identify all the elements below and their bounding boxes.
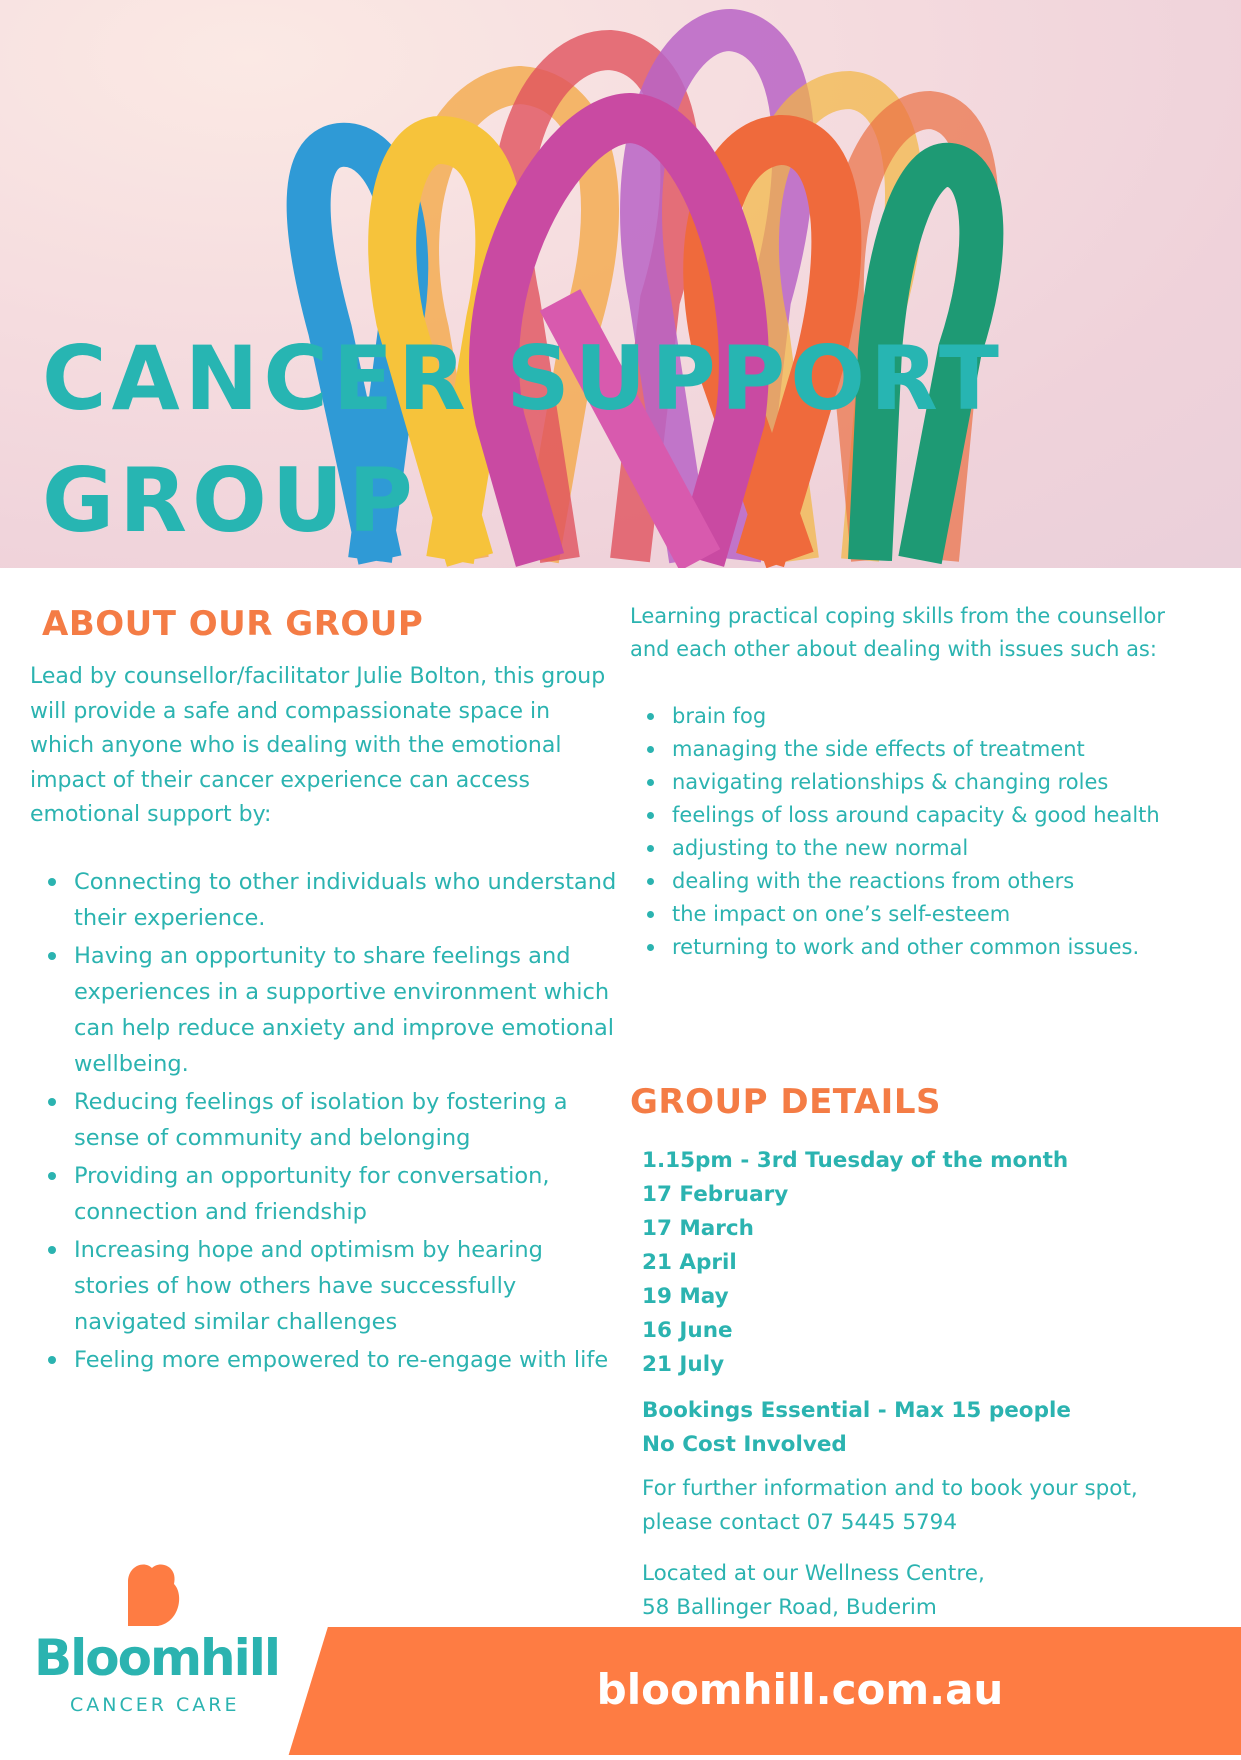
session-time: 1.15pm - 3rd Tuesday of the month (642, 1148, 1069, 1173)
list-item: dealing with the reactions from others (630, 865, 1190, 898)
list-item: Feeling more empowered to re-engage with life (30, 1342, 625, 1378)
contact-info: For further information and to book your spot, please contact 07 5445 5794 (642, 1476, 1138, 1535)
session-date: 17 March (642, 1216, 754, 1241)
list-item: Reducing feelings of isolation by fostering a sense of community and belonging (30, 1084, 625, 1156)
about-intro: Lead by counsellor/facilitator Julie Bolton, this group will provide a safe and compassionate space in which anyone who is dealing with the emotional impact of their cancer experience can access emotional support by: (30, 664, 606, 827)
booking-info (642, 1394, 1071, 1462)
address-line-2: 58 Ballinger Road, Buderim (642, 1595, 937, 1620)
address-line-1: Located at our Wellness Centre, (642, 1561, 985, 1586)
location-address (642, 1557, 1202, 1625)
no-cost: No Cost Involved (642, 1432, 847, 1457)
support-benefits-list (30, 864, 625, 1380)
about-heading: ABOUT OUR GROUP (42, 604, 424, 644)
session-date: 17 February (642, 1182, 789, 1207)
session-dates-list (642, 1144, 1068, 1382)
page-title (42, 318, 1004, 562)
title-line-2: GROUP (42, 449, 418, 552)
logo-wordmark: Bloomhill (34, 1629, 280, 1687)
group-details-heading: GROUP DETAILS (630, 1082, 941, 1122)
list-item: Connecting to other individuals who understand their experience. (30, 864, 625, 936)
title-line-1: CANCER SUPPORT (42, 327, 1004, 430)
list-item: navigating relationships & changing roles (630, 766, 1190, 799)
session-date: 21 July (642, 1352, 725, 1377)
session-date: 21 April (642, 1250, 737, 1275)
list-item: managing the side effects of treatment (630, 733, 1190, 766)
hero-banner (0, 0, 1241, 568)
website-link[interactable]: bloomhill.com.au (596, 1665, 1004, 1714)
list-item: adjusting to the new normal (630, 832, 1190, 865)
list-item: returning to work and other common issues. (630, 931, 1190, 964)
coping-intro: Learning practical coping skills from the counsellor and each other about dealing with issues such as: (630, 604, 1166, 661)
list-item: the impact on one’s self-esteem (630, 898, 1190, 931)
list-item: Providing an opportunity for conversation, connection and friendship (30, 1158, 625, 1230)
list-item: Having an opportunity to share feelings and experiences in a supportive environment which can help reduce anxiety and improve emotional wellbeing. (30, 938, 625, 1082)
session-date: 16 June (642, 1318, 733, 1343)
booking-essential: Bookings Essential - Max 15 people (642, 1398, 1071, 1423)
list-item: Increasing hope and optimism by hearing stories of how others have successfully navigated similar challenges (30, 1232, 625, 1340)
logo-tagline: CANCER CARE (70, 1694, 240, 1716)
bloomhill-logo-icon (122, 1560, 184, 1626)
list-item: feelings of loss around capacity & good health (630, 799, 1190, 832)
session-date: 19 May (642, 1284, 729, 1309)
coping-issues-list (630, 700, 1190, 964)
list-item: brain fog (630, 700, 1190, 733)
